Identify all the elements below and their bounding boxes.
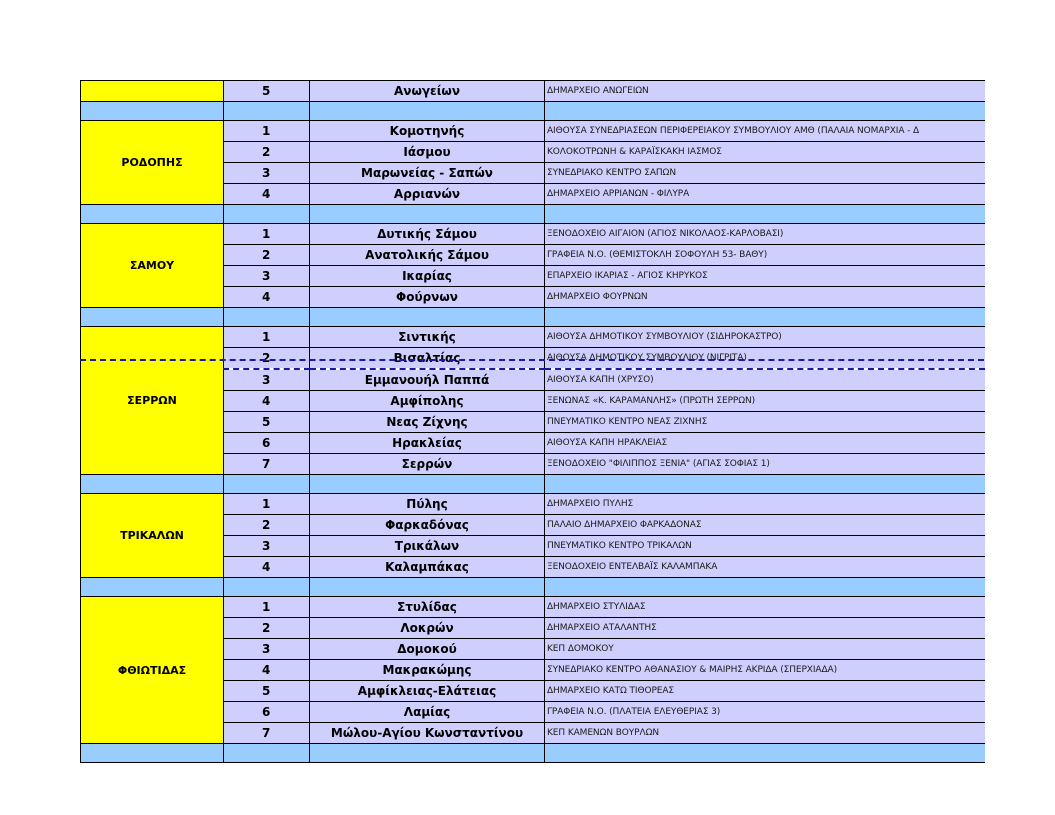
venue-cell[interactable]: ΣΥΝΕΔΡΙΑΚΟ ΚΕΝΤΡΟ ΣΑΠΩΝ [545, 163, 985, 184]
venue-cell[interactable]: ΔΗΜΑΡΧΕΙΟ ΦΟΥΡΝΩΝ [545, 287, 985, 308]
municipality-cell[interactable]: Αμφίκλειας-Ελάτειας [310, 681, 545, 702]
municipality-cell[interactable]: Λοκρών [310, 618, 545, 639]
polling-venues-table [80, 80, 985, 763]
venue-cell[interactable]: ΚΕΠ ΔΟΜΟΚΟΥ [545, 639, 985, 660]
municipality-cell[interactable]: Νεας Ζίχνης [310, 412, 545, 433]
venue-cell[interactable]: ΑΙΘΟΥΣΑ ΔΗΜΟΤΙΚΟΥ ΣΥΜΒΟΥΛΙΟΥ (ΝΙΓΡΙΤΑ) [545, 348, 985, 370]
table-row [81, 224, 985, 245]
prefecture-cell[interactable]: ΡΟΔΟΠΗΣ [81, 121, 224, 205]
municipality-cell[interactable]: Φαρκαδόνας [310, 515, 545, 536]
prefecture-cell[interactable] [81, 81, 224, 102]
separator-cell[interactable] [545, 578, 985, 597]
table-row [81, 327, 985, 348]
row-number-cell[interactable]: 4 [224, 660, 310, 681]
venue-cell[interactable]: ΠΝΕΥΜΑΤΙΚΟ ΚΕΝΤΡΟ ΝΕΑΣ ΖΙΧΝΗΣ [545, 412, 985, 433]
municipality-cell[interactable]: Εμμανουήλ Παππά [310, 369, 545, 391]
municipality-cell[interactable]: Ιάσμου [310, 142, 545, 163]
separator-cell[interactable] [310, 308, 545, 327]
row-number-cell[interactable]: 7 [224, 723, 310, 744]
municipality-cell[interactable]: Βισαλτίας [310, 348, 545, 370]
municipality-cell[interactable]: Ικαρίας [310, 266, 545, 287]
prefecture-cell[interactable]: ΣΕΡΡΩΝ [81, 327, 224, 475]
spreadsheet [80, 80, 985, 763]
municipality-cell[interactable]: Φούρνων [310, 287, 545, 308]
row-number-cell[interactable]: 3 [224, 163, 310, 184]
separator-cell[interactable] [224, 102, 310, 121]
table-row [81, 121, 985, 142]
separator-cell[interactable] [545, 744, 985, 763]
venue-cell[interactable]: ΞΕΝΟΔΟΧΕΙΟ ΑΙΓΑΙΟΝ (ΑΓΙΟΣ ΝΙΚΟΛΑΟΣ-ΚΑΡΛΟΒΑΣΙ) [545, 224, 985, 245]
venue-cell[interactable]: ΔΗΜΑΡΧΕΙΟ ΑΝΩΓΕΙΩΝ [545, 81, 985, 102]
prefecture-cell[interactable]: ΤΡΙΚΑΛΩΝ [81, 494, 224, 578]
row-number-cell[interactable]: 2 [224, 618, 310, 639]
venue-cell[interactable]: ΔΗΜΑΡΧΕΙΟ ΠΥΛΗΣ [545, 494, 985, 515]
separator-cell[interactable] [545, 475, 985, 494]
venue-cell[interactable]: ΚΕΠ ΚΑΜΕΝΩΝ ΒΟΥΡΛΩΝ [545, 723, 985, 744]
separator-cell[interactable] [224, 205, 310, 224]
row-number-cell[interactable]: 2 [224, 245, 310, 266]
venue-cell[interactable]: ΑΙΘΟΥΣΑ ΔΗΜΟΤΙΚΟΥ ΣΥΜΒΟΥΛΙΟΥ (ΣΙΔΗΡΟΚΑΣΤΡΟ) [545, 327, 985, 348]
municipality-cell[interactable]: Σιντικής [310, 327, 545, 348]
row-number-cell[interactable]: 2 [224, 142, 310, 163]
separator-cell[interactable] [81, 102, 224, 121]
municipality-cell[interactable]: Στυλίδας [310, 597, 545, 618]
separator-row [81, 578, 985, 597]
row-number-cell[interactable]: 7 [224, 454, 310, 475]
row-number-cell[interactable]: 3 [224, 639, 310, 660]
municipality-cell[interactable]: Ανατολικής Σάμου [310, 245, 545, 266]
venue-cell[interactable]: ΑΙΘΟΥΣΑ ΚΑΠΗ (ΧΡΥΣΟ) [545, 369, 985, 391]
row-number-cell[interactable]: 1 [224, 327, 310, 348]
separator-cell[interactable] [310, 578, 545, 597]
table-body [81, 81, 985, 763]
row-number-cell[interactable]: 4 [224, 391, 310, 412]
venue-cell[interactable]: ΓΡΑΦΕΙΑ Ν.Ο. (ΘΕΜΙΣΤΟΚΛΗ ΣΟΦΟΥΛΗ 53- ΒΑΘΥ) [545, 245, 985, 266]
prefecture-cell[interactable]: ΣΑΜΟΥ [81, 224, 224, 308]
municipality-cell[interactable]: Τρικάλων [310, 536, 545, 557]
separator-cell[interactable] [310, 205, 545, 224]
table-row [81, 81, 985, 102]
municipality-cell[interactable]: Μαρωνείας - Σαπών [310, 163, 545, 184]
venue-cell[interactable]: ΔΗΜΑΡΧΕΙΟ ΑΡΡΙΑΝΩΝ - ΦΙΛΥΡΑ [545, 184, 985, 205]
separator-cell[interactable] [310, 102, 545, 121]
row-number-cell[interactable]: 1 [224, 224, 310, 245]
row-number-cell[interactable]: 4 [224, 287, 310, 308]
municipality-cell[interactable]: Καλαμπάκας [310, 557, 545, 578]
separator-row [81, 744, 985, 763]
row-number-cell[interactable]: 2 [224, 515, 310, 536]
municipality-cell[interactable]: Αρριανών [310, 184, 545, 205]
municipality-cell[interactable]: Λαμίας [310, 702, 545, 723]
municipality-cell[interactable]: Σερρών [310, 454, 545, 475]
row-number-cell[interactable]: 3 [224, 536, 310, 557]
venue-cell[interactable]: ΓΡΑΦΕΙΑ Ν.Ο. (ΠΛΑΤΕΙΑ ΕΛΕΥΘΕΡΙΑΣ 3) [545, 702, 985, 723]
municipality-cell[interactable]: Ηρακλείας [310, 433, 545, 454]
municipality-cell[interactable]: Δομοκού [310, 639, 545, 660]
venue-cell[interactable]: ΞΕΝΟΔΟΧΕΙΟ ΕΝΤΕΛΒΑΪΣ ΚΑΛΑΜΠΑΚΑ [545, 557, 985, 578]
row-number-cell[interactable]: 5 [224, 81, 310, 102]
row-number-cell[interactable]: 6 [224, 433, 310, 454]
separator-cell[interactable] [224, 308, 310, 327]
venue-cell[interactable]: ΚΟΛΟΚΟΤΡΩΝΗ & ΚΑΡΑΪΣΚΑΚΗ ΙΑΣΜΟΣ [545, 142, 985, 163]
separator-cell[interactable] [545, 102, 985, 121]
separator-cell[interactable] [81, 308, 224, 327]
municipality-cell[interactable]: Κομοτηνής [310, 121, 545, 142]
separator-cell[interactable] [81, 205, 224, 224]
municipality-cell[interactable]: Δυτικής Σάμου [310, 224, 545, 245]
separator-cell[interactable] [224, 578, 310, 597]
row-number-cell[interactable]: 1 [224, 597, 310, 618]
row-number-cell[interactable]: 4 [224, 184, 310, 205]
municipality-cell[interactable]: Αμφίπολης [310, 391, 545, 412]
venue-cell[interactable]: ΕΠΑΡΧΕΙΟ ΙΚΑΡΙΑΣ - ΑΓΙΟΣ ΚΗΡΥΚΟΣ [545, 266, 985, 287]
separator-cell[interactable] [81, 578, 224, 597]
separator-cell[interactable] [545, 205, 985, 224]
row-number-cell[interactable]: 1 [224, 121, 310, 142]
table-row [81, 494, 985, 515]
separator-cell[interactable] [310, 744, 545, 763]
separator-cell[interactable] [224, 475, 310, 494]
separator-cell[interactable] [545, 308, 985, 327]
municipality-cell[interactable]: Μακρακώμης [310, 660, 545, 681]
row-number-cell[interactable]: 4 [224, 557, 310, 578]
prefecture-cell[interactable]: ΦΘΙΩΤΙΔΑΣ [81, 597, 224, 744]
separator-cell[interactable] [310, 475, 545, 494]
separator-row [81, 308, 985, 327]
separator-cell[interactable] [81, 475, 224, 494]
venue-cell[interactable]: ΞΕΝΟΔΟΧΕΙΟ "ΦΙΛΙΠΠΟΣ ΞΕΝΙΑ" (ΑΓΙΑΣ ΣΟΦΙΑΣ 1) [545, 454, 985, 475]
municipality-cell[interactable]: Μώλου-Αγίου Κωνσταντίνου [310, 723, 545, 744]
venue-cell[interactable]: ΑΙΘΟΥΣΑ ΣΥΝΕΔΡΙΑΣΕΩΝ ΠΕΡΙΦΕΡΕΙΑΚΟΥ ΣΥΜΒΟΥΛΙΟΥ ΑΜΘ (ΠΑΛΑΙΑ ΝΟΜΑΡΧΙΑ - Δ [545, 121, 985, 142]
row-number-cell[interactable]: 1 [224, 494, 310, 515]
venue-cell[interactable]: ΞΕΝΩΝΑΣ «Κ. ΚΑΡΑΜΑΝΛΗΣ» (ΠΡΩΤΗ ΣΕΡΡΩΝ) [545, 391, 985, 412]
row-number-cell[interactable]: 6 [224, 702, 310, 723]
venue-cell[interactable]: ΑΙΘΟΥΣΑ ΚΑΠΗ ΗΡΑΚΛΕΙΑΣ [545, 433, 985, 454]
table-row [81, 597, 985, 618]
separator-cell[interactable] [224, 744, 310, 763]
separator-cell[interactable] [81, 744, 224, 763]
venue-cell[interactable]: ΔΗΜΑΡΧΕΙΟ ΚΑΤΩ ΤΙΘΟΡΕΑΣ [545, 681, 985, 702]
row-number-cell[interactable]: 5 [224, 681, 310, 702]
venue-cell[interactable]: ΔΗΜΑΡΧΕΙΟ ΑΤΑΛΑΝΤΗΣ [545, 618, 985, 639]
venue-cell[interactable]: ΔΗΜΑΡΧΕΙΟ ΣΤΥΛΙΔΑΣ [545, 597, 985, 618]
row-number-cell[interactable]: 3 [224, 369, 310, 391]
separator-row [81, 102, 985, 121]
municipality-cell[interactable]: Ανωγείων [310, 81, 545, 102]
venue-cell[interactable]: ΠΑΛΑΙΟ ΔΗΜΑΡΧΕΙΟ ΦΑΡΚΑΔΟΝΑΣ [545, 515, 985, 536]
separator-row [81, 205, 985, 224]
municipality-cell[interactable]: Πύλης [310, 494, 545, 515]
separator-row [81, 475, 985, 494]
row-number-cell[interactable]: 5 [224, 412, 310, 433]
venue-cell[interactable]: ΣΥΝΕΔΡΙΑΚΟ ΚΕΝΤΡΟ ΑΘΑΝΑΣΙΟΥ & ΜΑΙΡΗΣ ΑΚΡΙΔΑ (ΣΠΕΡΧΙΑΔΑ) [545, 660, 985, 681]
row-number-cell[interactable]: 3 [224, 266, 310, 287]
row-number-cell[interactable]: 2 [224, 348, 310, 370]
page-break-line [80, 359, 984, 361]
venue-cell[interactable]: ΠΝΕΥΜΑΤΙΚΟ ΚΕΝΤΡΟ ΤΡΙΚΑΛΩΝ [545, 536, 985, 557]
